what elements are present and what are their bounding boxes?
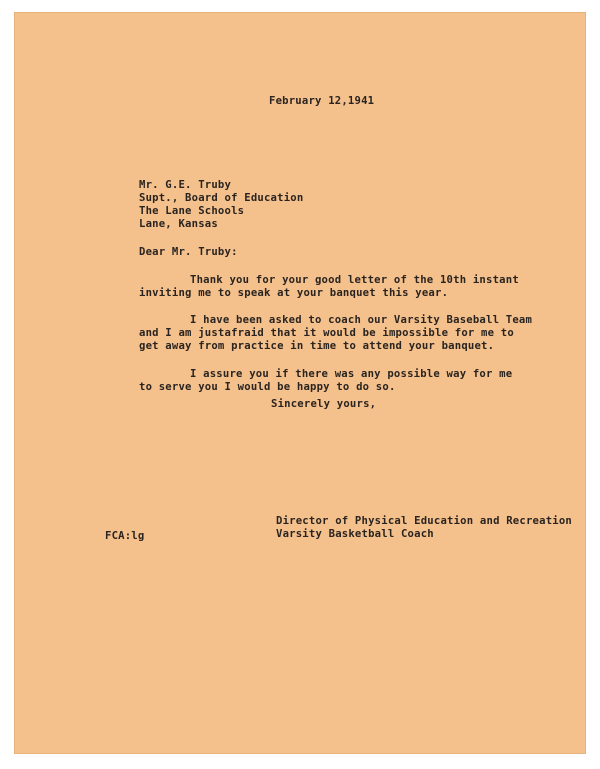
paragraph-1-line-2: inviting me to speak at your banquet this year.: [139, 287, 449, 299]
salutation: Dear Mr. Truby:: [139, 246, 238, 258]
signature-title-1: Director of Physical Education and Recreation: [276, 515, 573, 527]
paragraph-3-line-2: to serve you I would be happy to do so.: [139, 381, 396, 393]
paragraph-2-line-1: I have been asked to coach our Varsity Baseball Team: [190, 314, 533, 326]
recipient-location: Lane, Kansas: [139, 218, 218, 230]
signature-title-2: Varsity Basketball Coach: [276, 528, 434, 540]
letter-page: [14, 12, 586, 754]
paragraph-3-line-1: I assure you if there was any possible way for me: [190, 368, 513, 380]
recipient-name: Mr. G.E. Truby: [139, 179, 232, 191]
paragraph-2-line-2: and I am justafraid that it would be impossible for me to: [139, 327, 514, 339]
paragraph-2-line-3: get away from practice in time to attend your banquet.: [139, 340, 495, 352]
closing: Sincerely yours,: [271, 398, 377, 410]
letter-date: February 12,1941: [269, 95, 375, 107]
recipient-school: The Lane Schools: [139, 205, 245, 217]
reference-initials: FCA:lg: [105, 530, 145, 542]
recipient-title: Supt., Board of Education: [139, 192, 304, 204]
paragraph-1-line-1: Thank you for your good letter of the 10th instant: [190, 274, 519, 286]
